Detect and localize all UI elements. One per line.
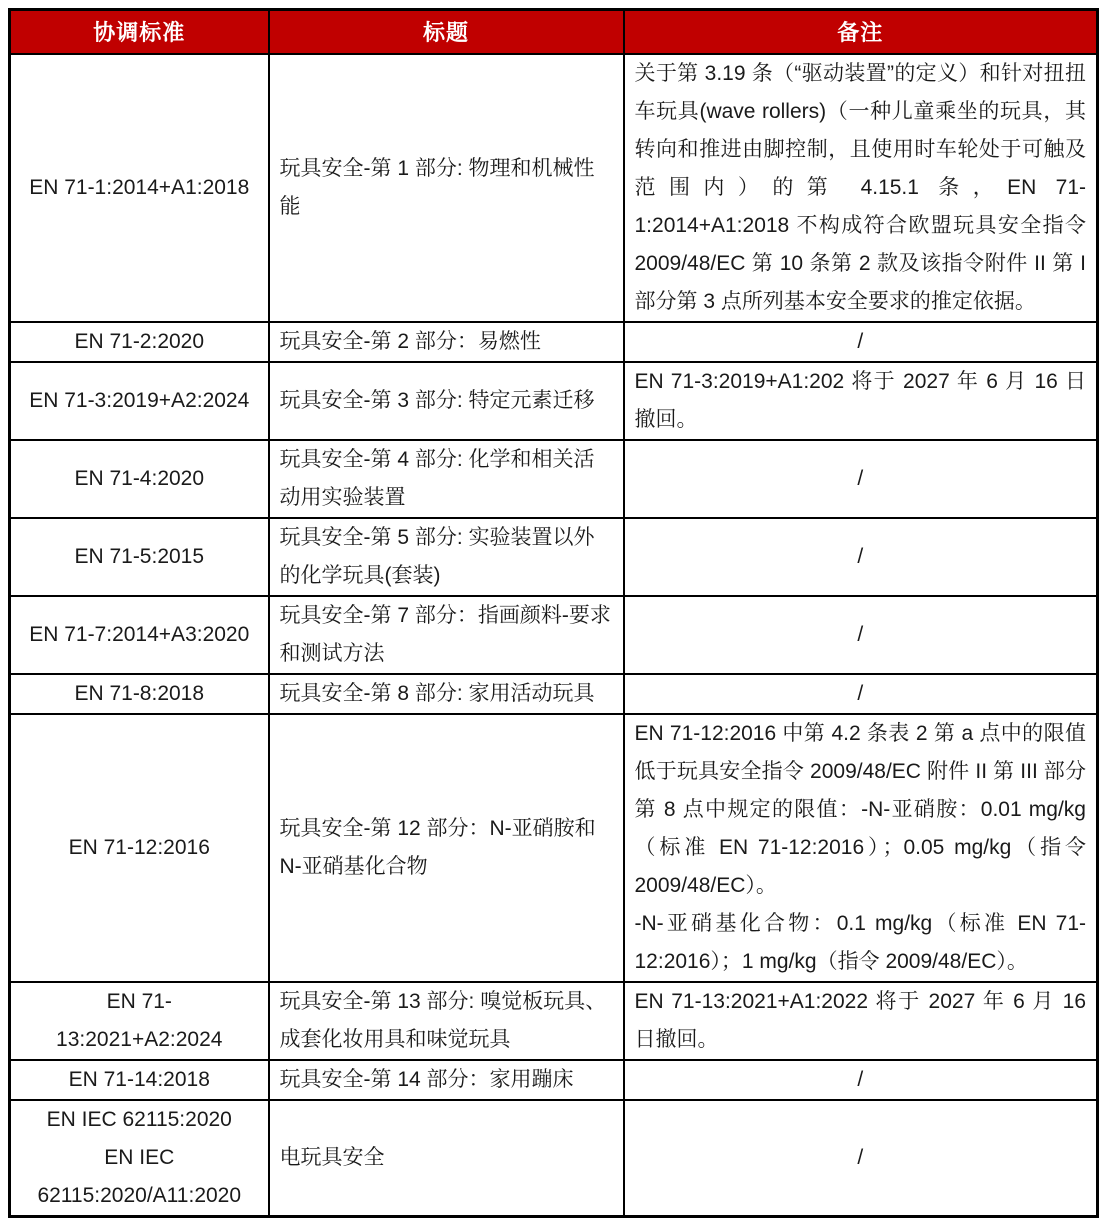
remark-cell (624, 440, 1098, 518)
standard-cell (10, 982, 269, 1060)
standard-line: 13:2021+A2:2024 (56, 1027, 223, 1051)
remark-cell (624, 596, 1098, 674)
table-row (10, 714, 1098, 982)
standard-line: EN 71-14:2018 (68, 1067, 210, 1091)
header-title: 标题 (269, 10, 624, 54)
remark-paragraph: / (857, 1145, 864, 1169)
standard-line: EN 71-3:2019+A2:2024 (29, 388, 250, 412)
table-row (10, 1060, 1098, 1100)
remark-cell (624, 714, 1098, 982)
standard-line: EN 71-2:2020 (74, 329, 205, 353)
standard-line: EN 71-8:2018 (74, 681, 205, 705)
remark-paragraph: / (857, 466, 864, 490)
remark-cell (624, 1100, 1098, 1217)
remark-paragraph: 关于第 3.19 条（“驱动装置”的定义）和针对扭扭车玩具(wave rollers)（一种儿童乘坐的玩具，其转向和推进由脚控制，且使用时车轮处于可触及范围内）的第 4.15.1 条，EN 71-1:2014+A1:2018 不构成符合欧盟玩具安全指令 2009/48/EC 第 10 条第 2 款及该指令附件 II 第 I 部分第 3 点所列基本安全要求的推定依据。 (634, 61, 1086, 313)
title-cell: 玩具安全-第 13 部分: 嗅觉板玩具、成套化妆用具和味觉玩具 (269, 982, 624, 1060)
standard-line: EN IEC 62115:2020 (46, 1107, 232, 1131)
title-cell: 玩具安全-第 7 部分：指画颜料-要求和测试方法 (269, 596, 624, 674)
remark-cell (624, 982, 1098, 1060)
remark-cell (624, 322, 1098, 362)
standard-line: EN 71-5:2015 (74, 544, 205, 568)
table-row (10, 54, 1098, 322)
standard-cell (10, 322, 269, 362)
title-cell: 玩具安全-第 1 部分: 物理和机械性能 (269, 54, 624, 322)
table-header (10, 10, 1098, 54)
remark-paragraph: EN 71-3:2019+A1:202 将于 2027 年 6 月 16 日撤回。 (634, 369, 1086, 431)
table-body (10, 54, 1098, 1217)
title-cell: 玩具安全-第 2 部分：易燃性 (269, 322, 624, 362)
table-row (10, 518, 1098, 596)
title-cell: 玩具安全-第 5 部分: 实验装置以外的化学玩具(套装) (269, 518, 624, 596)
table-row (10, 362, 1098, 440)
table-row (10, 674, 1098, 714)
table-row (10, 440, 1098, 518)
header-standard: 协调标准 (10, 10, 269, 54)
standard-cell (10, 54, 269, 322)
standard-cell (10, 518, 269, 596)
remark-cell (624, 518, 1098, 596)
table-row (10, 982, 1098, 1060)
remark-paragraph: / (857, 544, 864, 568)
standard-line: EN 71-4:2020 (74, 466, 205, 490)
remark-paragraph: -N-亚硝基化合物：0.1 mg/kg（标准 EN 71-12:2016）；1 mg/kg（指令 2009/48/EC）。 (634, 911, 1086, 973)
table-row (10, 322, 1098, 362)
title-cell: 玩具安全-第 14 部分：家用蹦床 (269, 1060, 624, 1100)
standard-cell (10, 1100, 269, 1217)
table-row (10, 1100, 1098, 1217)
title-cell: 玩具安全-第 3 部分: 特定元素迁移 (269, 362, 624, 440)
standard-cell (10, 362, 269, 440)
standard-cell (10, 440, 269, 518)
remark-cell (624, 1060, 1098, 1100)
standard-cell (10, 674, 269, 714)
standard-line: 62115:2020/A11:2020 (37, 1183, 242, 1207)
remark-paragraph: / (857, 622, 864, 646)
remark-cell (624, 362, 1098, 440)
title-cell: 玩具安全-第 12 部分：N-亚硝胺和 N-亚硝基化合物 (269, 714, 624, 982)
standard-line: EN IEC (104, 1145, 175, 1169)
remark-cell (624, 54, 1098, 322)
standard-line: EN 71-7:2014+A3:2020 (29, 622, 250, 646)
remark-paragraph: / (857, 681, 864, 705)
standard-cell (10, 714, 269, 982)
remark-cell (624, 674, 1098, 714)
standard-line: EN 71- (106, 989, 172, 1013)
standard-cell (10, 596, 269, 674)
standard-cell (10, 1060, 269, 1100)
remark-paragraph: EN 71-12:2016 中第 4.2 条表 2 第 a 点中的限值低于玩具安全指令 2009/48/EC 附件 II 第 III 部分第 8 点中规定的限值：-N-亚硝胺：0.01 mg/kg（标准 EN 71-12:2016）；0.05 mg/kg（指令 2009/48/EC）。 (634, 721, 1086, 897)
header-remark: 备注 (624, 10, 1098, 54)
standard-line: EN 71-1:2014+A1:2018 (29, 175, 250, 199)
remark-paragraph: / (857, 329, 864, 353)
remark-paragraph: / (857, 1067, 864, 1091)
standard-line: EN 71-12:2016 (68, 835, 210, 859)
title-cell: 玩具安全-第 4 部分: 化学和相关活动用实验装置 (269, 440, 624, 518)
title-cell: 玩具安全-第 8 部分: 家用活动玩具 (269, 674, 624, 714)
standards-table (8, 8, 1099, 1218)
remark-paragraph: EN 71-13:2021+A1:2022 将于 2027 年 6 月 16 日撤回。 (634, 989, 1086, 1051)
table-row (10, 596, 1098, 674)
header-row (10, 10, 1098, 54)
title-cell: 电玩具安全 (269, 1100, 624, 1217)
